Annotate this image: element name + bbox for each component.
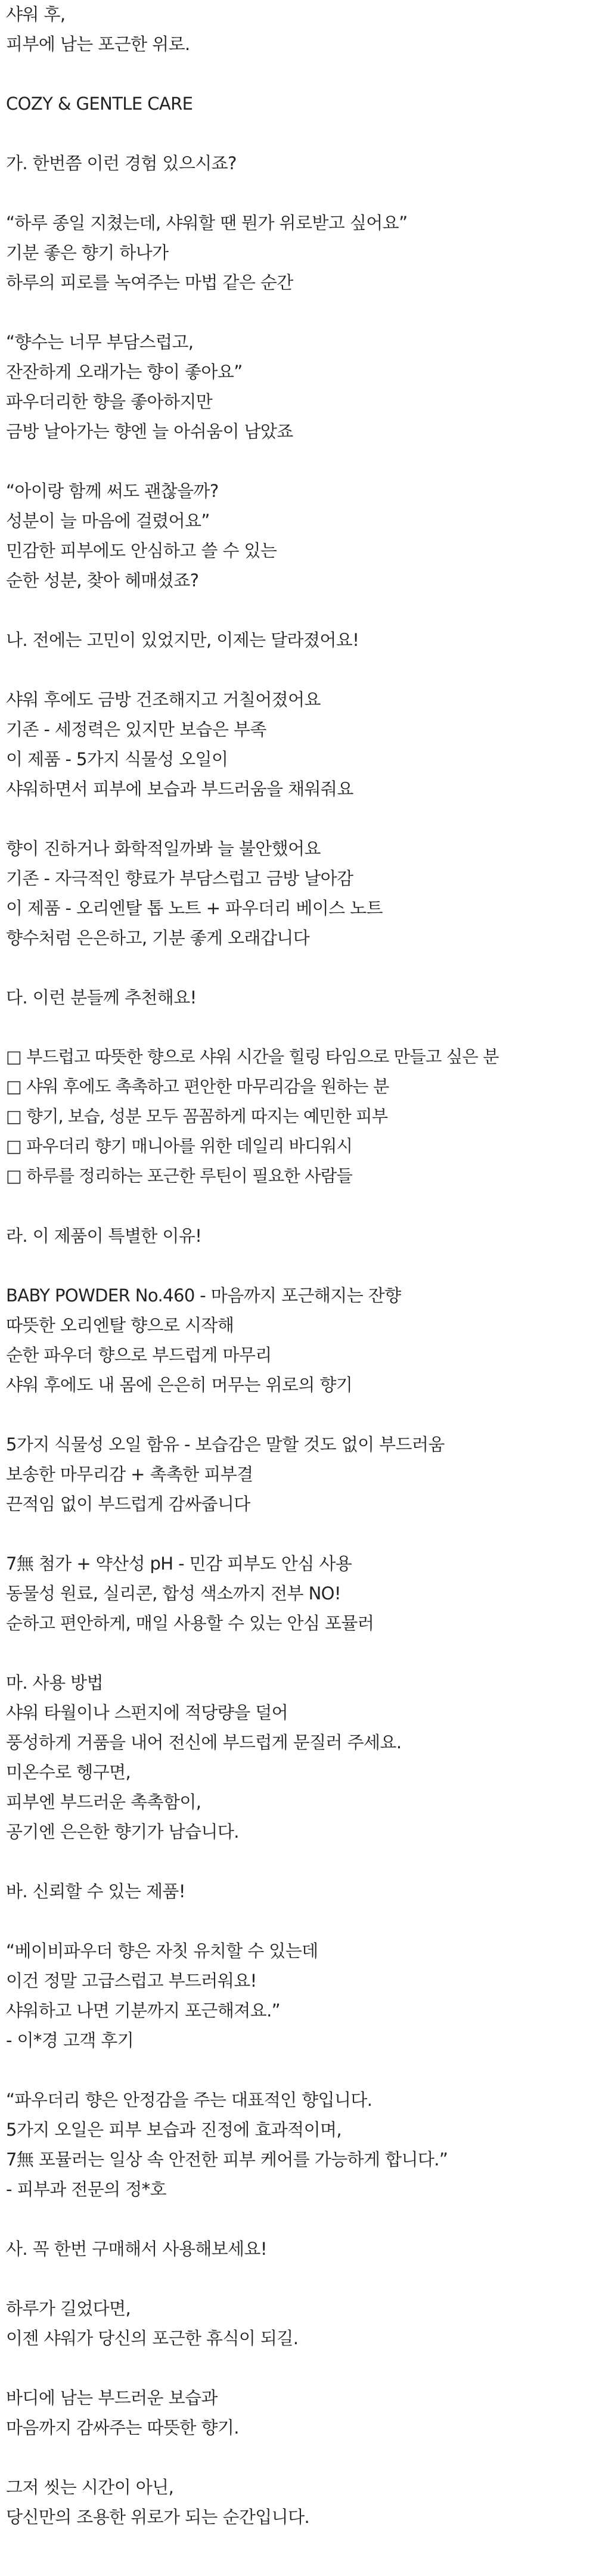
body-line: “하루 종일 지쳤는데, 샤워할 땐 뭔가 위로받고 싶어요”	[6, 213, 408, 233]
body-line: 이건 정말 고급스럽고 부드러워요!	[6, 1971, 257, 1991]
section-heading-da: 다. 이런 분들께 추천해요!	[6, 987, 197, 1008]
body-line: 잔잔하게 오래가는 향이 좋아요”	[6, 362, 243, 382]
intro-line-1: 샤워 후,	[6, 4, 66, 24]
body-line: 기존 - 자극적인 향료가 부담스럽고 금방 날아감	[6, 868, 353, 888]
body-line: 향이 진하거나 화학적일까봐 늘 불안했어요	[6, 838, 321, 859]
body-line: 피부엔 부드러운 촉촉함이,	[6, 1792, 201, 1812]
body-line: 바디에 남는 부드러운 보습과	[6, 2388, 218, 2408]
checklist-item: □ 하루를 정리하는 포근한 루틴이 필요한 사람들	[6, 1166, 352, 1186]
body-line: 끈적임 없이 부드럽게 감싸줍니다	[6, 1494, 250, 1514]
checklist-item: □ 샤워 후에도 촉촉하고 편안한 마무리감을 원하는 분	[6, 1077, 389, 1096]
subtitle: COZY & GENTLE CARE	[6, 94, 193, 114]
body-line: 순한 성분, 찾아 헤매셨죠?	[6, 570, 199, 591]
body-line: 샤워하면서 피부에 보습과 부드러움을 채워줘요	[6, 779, 353, 799]
body-line: 보송한 마무리감 + 촉촉한 피부결	[6, 1464, 253, 1484]
body-line: 샤워 후에도 금방 건조해지고 거칠어졌어요	[6, 689, 321, 710]
checklist-item: □ 부드럽고 따뜻한 향으로 샤워 시간을 힐링 타임으로 만들고 싶은 분	[6, 1047, 499, 1067]
body-line: “아이랑 함께 써도 괜찮을까?	[6, 481, 219, 501]
body-line: 공기엔 은은한 향기가 남습니다.	[6, 1822, 239, 1842]
body-line: 향수처럼 은은하고, 기분 좋게 오래갑니다	[6, 928, 310, 948]
body-line: 따뜻한 오리엔탈 향으로 시작해	[6, 1315, 234, 1335]
body-line: 샤워하고 나면 기분까지 포근해져요.”	[6, 2000, 281, 2021]
body-line: 마음까지 감싸주는 따뜻한 향기.	[6, 2417, 239, 2438]
body-line: 기분 좋은 향기 하나가	[6, 243, 169, 263]
body-line: 순한 파우더 향으로 부드럽게 마무리	[6, 1345, 272, 1365]
body-line: 미온수로 헹구면,	[6, 1762, 131, 1782]
body-line: 파우더리한 향을 좋아하지만	[6, 391, 213, 412]
checklist-item: □ 향기, 보습, 성분 모두 꼼꼼하게 따지는 예민한 피부	[6, 1107, 388, 1126]
body-line: 5가지 식물성 오일 함유 - 보습감은 말할 것도 없이 부드러움	[6, 1434, 445, 1455]
body-line: 금방 날아가는 향엔 늘 아쉬움이 남았죠	[6, 421, 293, 442]
section-heading-ba: 바. 신뢰할 수 있는 제품!	[6, 1881, 185, 1901]
section-heading-ra: 라. 이 제품이 특별한 이유!	[6, 1226, 202, 1246]
checklist-item: □ 파우더리 향기 매니아를 위한 데일리 바디워시	[6, 1136, 352, 1156]
expert-attribution: - 피부과 전문의 정*호	[6, 2179, 166, 2199]
body-line: “베이비파우더 향은 자칫 유치할 수 있는데	[6, 1941, 318, 1961]
section-heading-ma: 마. 사용 방법	[6, 1673, 103, 1693]
review-attribution: - 이*경 고객 후기	[6, 2030, 134, 2050]
section-heading-sa: 사. 꼭 한번 구매해서 사용해보세요!	[6, 2239, 267, 2259]
body-line: “향수는 너무 부담스럽고,	[6, 332, 194, 352]
body-line: 풍성하게 거품을 내어 전신에 부드럽게 문질러 주세요.	[6, 1732, 402, 1752]
body-line: 순하고 편안하게, 매일 사용할 수 있는 안심 포뮬러	[6, 1613, 374, 1633]
body-line: BABY POWDER No.460 - 마음까지 포근해지는 잔향	[6, 1285, 401, 1306]
body-line: 하루가 길었다면,	[6, 2298, 131, 2319]
body-line: 5가지 오일은 피부 보습과 진정에 효과적이며,	[6, 2120, 342, 2140]
body-line: 7無 첨가 + 약산성 pH - 민감 피부도 안심 사용	[6, 1553, 352, 1574]
body-line: 이젠 샤워가 당신의 포근한 휴식이 되길.	[6, 2328, 299, 2348]
body-line: 이 제품 - 5가지 식물성 오일이	[6, 749, 228, 769]
body-line: 하루의 피로를 녹여주는 마법 같은 순간	[6, 272, 293, 293]
body-line: “파우더리 향은 안정감을 주는 대표적인 향입니다.	[6, 2090, 372, 2110]
body-line: 그저 씻는 시간이 아닌,	[6, 2477, 174, 2497]
section-heading-ga: 가. 한번쯤 이런 경험 있으시죠?	[6, 153, 237, 173]
body-line: 이 제품 - 오리엔탈 톱 노트 + 파우더리 베이스 노트	[6, 898, 383, 918]
body-line: 당신만의 조용한 위로가 되는 순간입니다.	[6, 2507, 310, 2527]
body-line: 성분이 늘 마음에 걸렸어요”	[6, 511, 210, 531]
section-heading-na: 나. 전에는 고민이 있었지만, 이제는 달라졌어요!	[6, 630, 359, 650]
body-line: 동물성 원료, 실리콘, 합성 색소까지 전부 NO!	[6, 1583, 341, 1604]
body-line: 민감한 피부에도 안심하고 쓸 수 있는	[6, 540, 277, 561]
intro-line-2: 피부에 남는 포근한 위로.	[6, 34, 190, 54]
body-line: 샤워 타월이나 스펀지에 적당량을 덜어	[6, 1702, 288, 1723]
body-line: 기존 - 세정력은 있지만 보습은 부족	[6, 719, 266, 739]
body-line: 샤워 후에도 내 몸에 은은히 머무는 위로의 향기	[6, 1375, 353, 1395]
body-line: 7無 포뮬러는 일상 속 안전한 피부 케어를 가능하게 합니다.”	[6, 2149, 448, 2170]
